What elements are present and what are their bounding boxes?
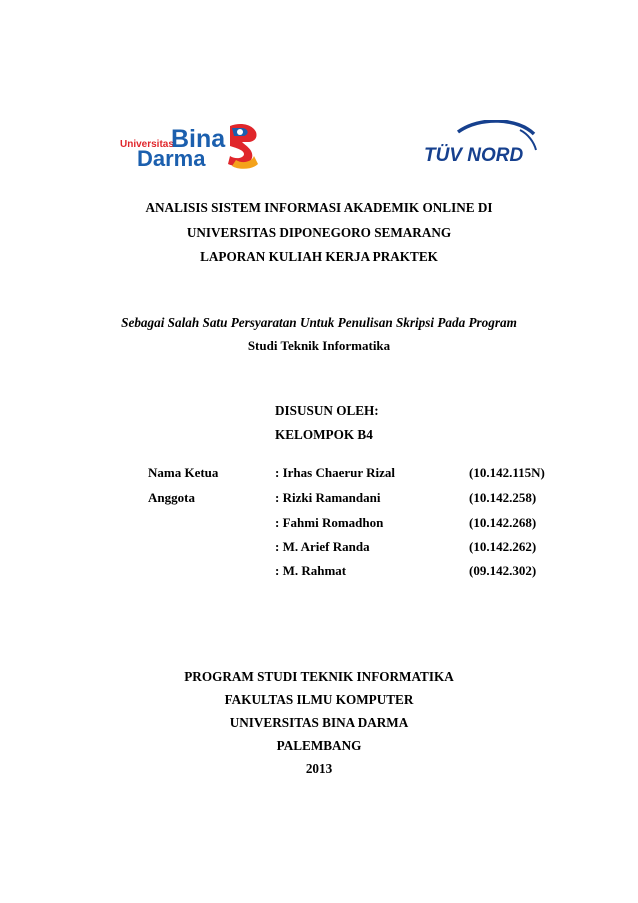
purpose-line-2: Studi Teknik Informatika bbox=[247, 338, 391, 353]
group-name: KELOMPOK B4 bbox=[275, 427, 373, 442]
tuv-nord-logo bbox=[420, 120, 538, 168]
member-nim: (10.142.268) bbox=[469, 515, 537, 530]
table-row bbox=[0, 515, 638, 533]
title-line-2: UNIVERSITAS DIPONEGORO SEMARANG bbox=[186, 225, 452, 240]
logo-bina-text: Bina bbox=[171, 125, 226, 153]
member-name: : Rizki Ramandani bbox=[275, 490, 381, 505]
purpose-line-1: Sebagai Salah Satu Persyaratan Untuk Penulisan Skripsi Pada Program bbox=[121, 315, 517, 330]
member-name: : M. Arief Randa bbox=[275, 539, 370, 554]
compiled-by-label: DISUSUN OLEH: bbox=[275, 403, 379, 418]
bina-darma-emblem-icon bbox=[228, 124, 258, 169]
member-nim: (10.142.115N) bbox=[469, 465, 545, 480]
logo-universitas-text: Universitas bbox=[120, 139, 174, 150]
universitas-bina-darma-logo bbox=[118, 120, 266, 170]
title-line-3: LAPORAN KULIAH KERJA PRAKTEK bbox=[200, 249, 438, 264]
member-nim: (09.142.302) bbox=[469, 563, 537, 578]
footer-faculty: FAKULTAS ILMU KOMPUTER bbox=[224, 692, 414, 707]
logo-tuv-nord-text: TÜV NORD bbox=[424, 145, 524, 166]
footer-city: PALEMBANG bbox=[276, 738, 362, 753]
member-nim: (10.142.262) bbox=[469, 539, 537, 554]
member-role: Nama Ketua bbox=[148, 465, 219, 480]
table-row bbox=[0, 490, 638, 508]
title-line-1: ANALISIS SISTEM INFORMASI AKADEMIK ONLINE DI bbox=[145, 200, 493, 215]
member-name: : Fahmi Romadhon bbox=[275, 515, 384, 530]
table-row bbox=[0, 465, 638, 483]
member-role: Anggota bbox=[148, 490, 195, 505]
member-name: : M. Rahmat bbox=[275, 563, 347, 578]
logo-darma-text: Darma bbox=[137, 146, 206, 170]
member-nim: (10.142.258) bbox=[469, 490, 537, 505]
footer-university: UNIVERSITAS BINA DARMA bbox=[229, 715, 409, 730]
table-row bbox=[0, 539, 638, 557]
footer-year: 2013 bbox=[305, 761, 333, 776]
table-row bbox=[0, 563, 638, 581]
member-name: : Irhas Chaerur Rizal bbox=[275, 465, 396, 480]
footer-program: PROGRAM STUDI TEKNIK INFORMATIKA bbox=[184, 669, 454, 684]
